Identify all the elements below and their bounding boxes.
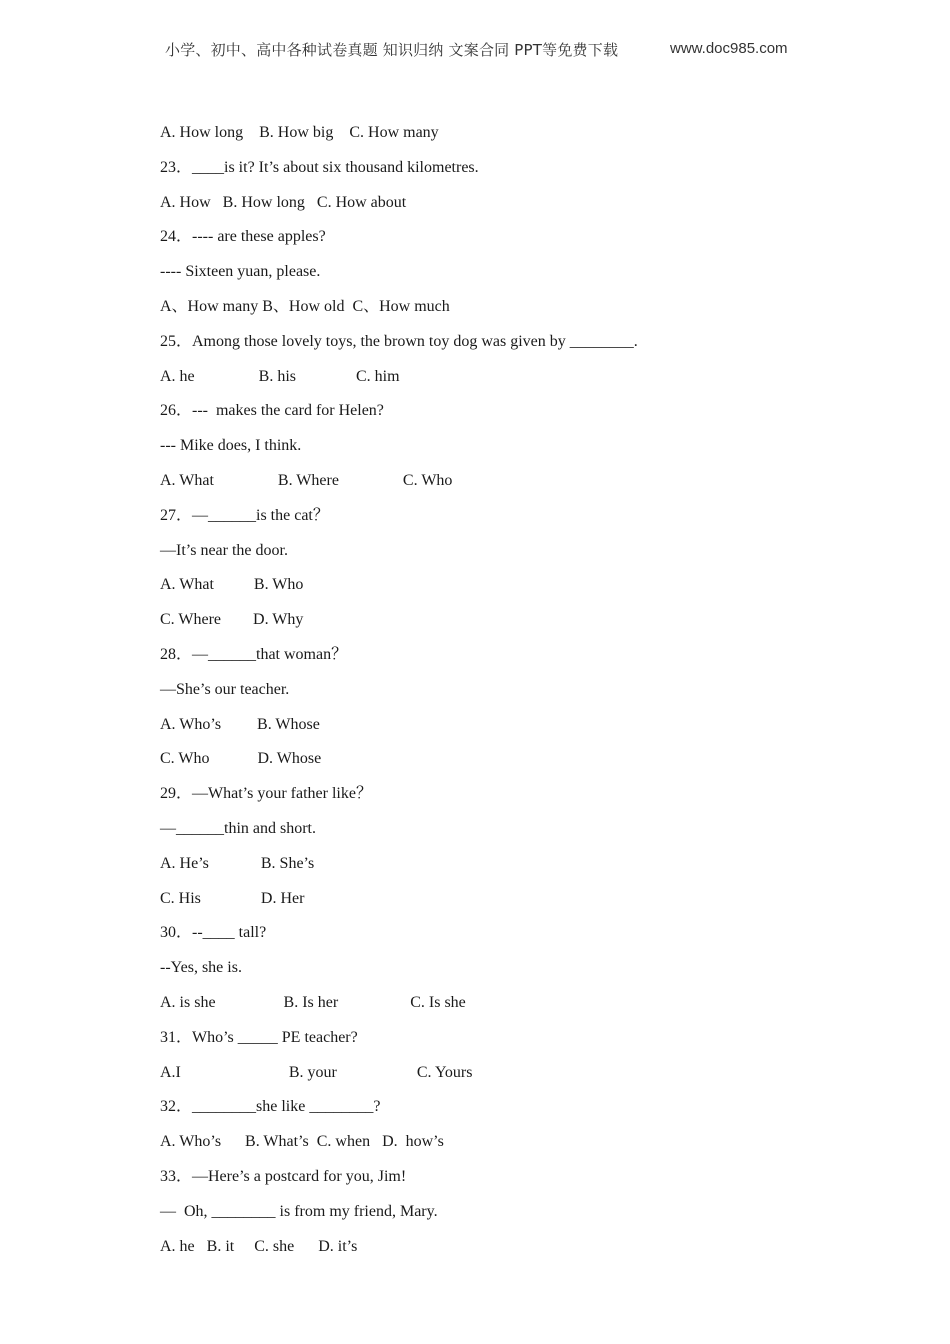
question-line: 33．—Here’s a postcard for you, Jim!	[160, 1167, 407, 1185]
question-line: A. he B. it C. she D. it’s	[160, 1237, 358, 1255]
question-line: A、How many B、How old C、How much	[160, 297, 450, 315]
question-line: 23．____is it? It’s about six thousand kilometres.	[160, 158, 479, 176]
question-list	[160, 121, 860, 1269]
question-line: A. What B. Who	[160, 576, 304, 594]
question-line: A.I B. your C. Yours	[160, 1063, 473, 1081]
question-line: --Yes, she is.	[160, 959, 242, 977]
question-line: A. What B. Where C. Who	[160, 471, 453, 489]
question-line: 25．Among those lovely toys, the brown toy dog was given by ________.	[160, 332, 638, 350]
question-line: 26．--- makes the card for Helen?	[160, 402, 384, 420]
question-line: 30．--____ tall?	[160, 924, 267, 942]
header-url: www.doc985.com	[670, 40, 788, 57]
question-line: ---- Sixteen yuan, please.	[160, 263, 321, 281]
question-line: A. How B. How long C. How about	[160, 193, 407, 211]
question-line: C. Where D. Why	[160, 611, 304, 629]
question-line: A. How long B. How big C. How many	[160, 124, 439, 141]
question-line: C. His D. Her	[160, 889, 305, 907]
question-line: —______thin and short.	[160, 819, 316, 837]
question-line: 29．—What’s your father like？	[160, 785, 372, 803]
question-line: 24．---- are these apples?	[160, 228, 326, 246]
question-line: A. Who’s B. Whose	[160, 715, 320, 733]
page-header	[0, 39, 950, 63]
question-line: A. He’s B. She’s	[160, 854, 315, 872]
question-line: 27．—______is the cat？	[160, 506, 329, 524]
question-line: C. Who D. Whose	[160, 750, 322, 768]
question-line: A. Who’s B. What’s C. when D. how’s	[160, 1133, 444, 1151]
question-line: — Oh, ________ is from my friend, Mary.	[160, 1202, 438, 1220]
question-line: --- Mike does, I think.	[160, 437, 302, 455]
question-line: 28．—______that woman？	[160, 645, 348, 663]
question-line: —She’s our teacher.	[160, 680, 290, 698]
question-line: A. is she B. Is her C. Is she	[160, 993, 466, 1011]
header-title: 小学、初中、高中各种试卷真题 知识归纳 文案合同 PPT等免费下载	[165, 41, 619, 59]
question-line: 31．Who’s _____ PE teacher?	[160, 1028, 358, 1046]
question-line: 32．________she like ________?	[160, 1098, 381, 1116]
question-line: —It’s near the door.	[160, 541, 288, 559]
question-line: A. he B. his C. him	[160, 367, 400, 385]
